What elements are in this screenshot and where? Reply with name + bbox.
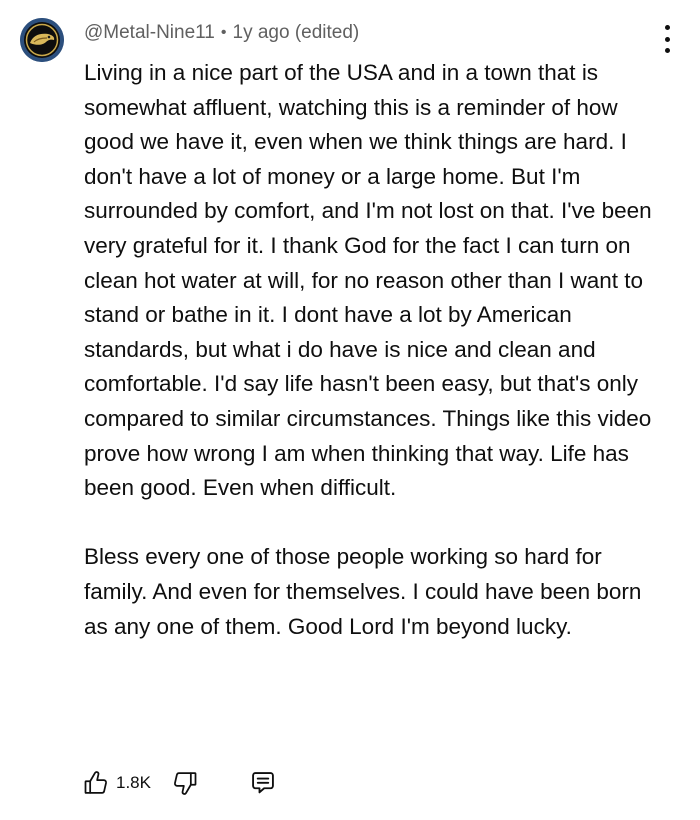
comment-actions bbox=[82, 766, 277, 800]
avatar-image bbox=[20, 18, 64, 62]
author-name[interactable]: @Metal-Nine11 bbox=[84, 22, 215, 43]
like-button[interactable] bbox=[82, 769, 110, 797]
comment-paragraph: Living in a nice part of the USA and in a town that is somewhat affluent, watching this is a reminder of how good we have it, even when we think things are hard. I don't have a lot of money or a large home. But I'm surrounded by comfort, and I'm not lost on that. I've been very grateful for it. I thank God for the fact I can turn on clean hot water at will, for no reason other than I want to stand or bathe in it. I dont have a lot by American standards, but what i do have is nice and clean and comfortable. I'd say life hasn't been easy, but that's only compared to similar circumstances. Things like this video prove how wrong I am when thinking that way. Life has been good. Even when difficult. bbox=[84, 60, 652, 501]
like-count: 1.8K bbox=[116, 773, 151, 792]
thumbs-down-icon bbox=[171, 769, 199, 797]
comment-meta bbox=[84, 20, 359, 46]
thumbs-up-icon bbox=[82, 769, 110, 797]
comment-paragraph: Bless every one of those people working so hard for family. And even for themselves. I could have been born as any one of them. Good Lord I'm beyond lucky. bbox=[84, 544, 642, 639]
dislike-button[interactable] bbox=[171, 769, 199, 797]
meta-separator: • bbox=[220, 24, 227, 41]
comment-timestamp[interactable]: 1y ago (edited) bbox=[232, 22, 360, 43]
more-vertical-icon bbox=[665, 25, 670, 30]
more-vertical-icon bbox=[665, 48, 670, 53]
avatar[interactable] bbox=[20, 18, 64, 62]
comment-reply-icon bbox=[249, 769, 277, 797]
reply-button[interactable] bbox=[249, 769, 277, 797]
more-options-button[interactable] bbox=[660, 22, 674, 56]
more-vertical-icon bbox=[665, 37, 670, 42]
comment-body bbox=[84, 56, 654, 644]
